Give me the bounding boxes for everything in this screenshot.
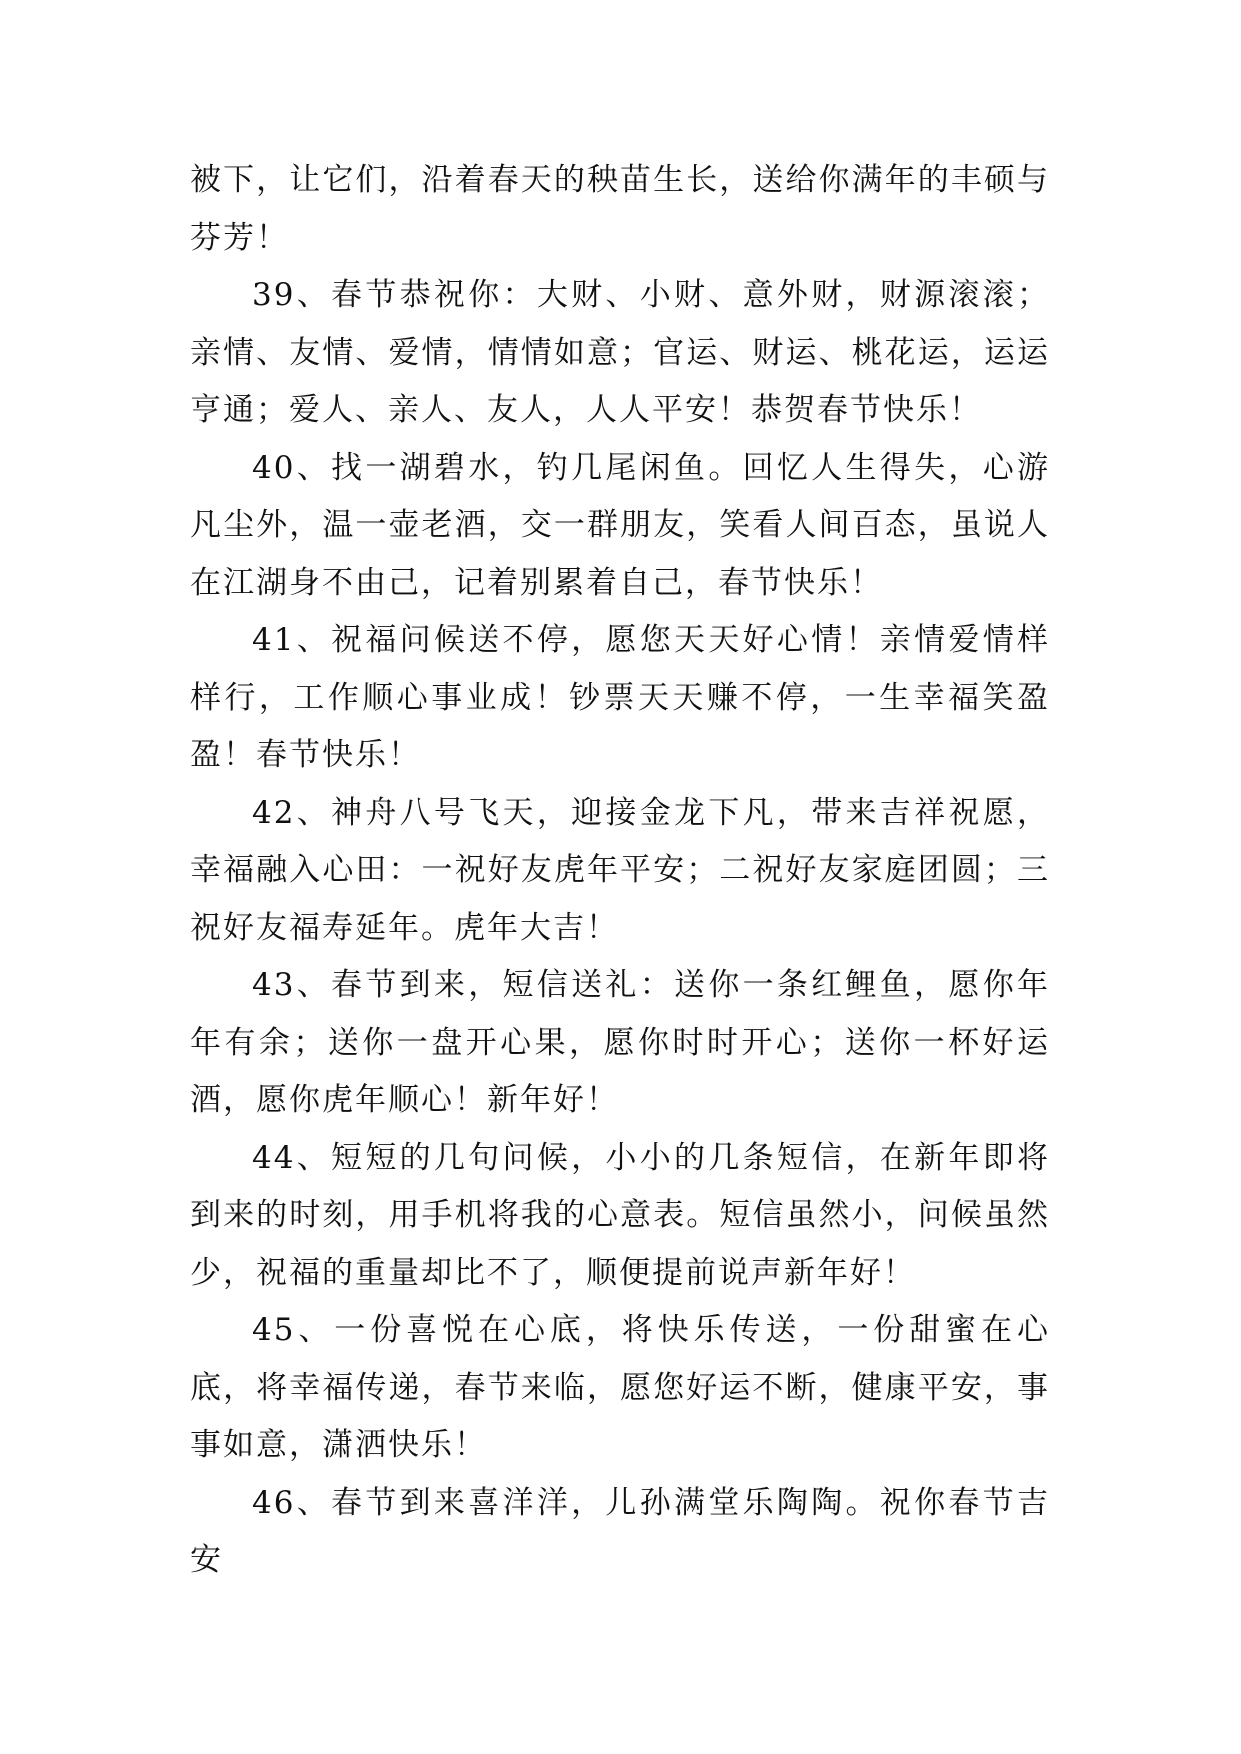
paragraph-45: 45、一份喜悦在心底，将快乐传送，一份甜蜜在心底，将幸福传递，春节来临，愿您好运不断，健康平安，事事如意，潇洒快乐！ [190, 1312, 1050, 1463]
paragraph-39: 39、春节恭祝你：大财、小财、意外财，财源滚滚；亲情、友情、爱情，情情如意；官运、财运、桃花运，运运亨通；爱人、亲人、友人，人人平安！恭贺春节快乐！ [190, 277, 1050, 428]
paragraph-40: 40、找一湖碧水，钓几尾闲鱼。回忆人生得失，心游凡尘外，温一壶老酒，交一群朋友，笑看人间百态，虽说人在江湖身不由己，记着别累着自己，春节快乐！ [190, 449, 1050, 601]
paragraph-continuation: 被下，让它们，沿着春天的秧苗生长，送给你满年的丰硕与芬芳！ [190, 162, 1050, 256]
document-body [190, 152, 1050, 1590]
paragraph-43: 43、春节到来，短信送礼：送你一条红鲤鱼，愿你年年有余；送你一盘开心果，愿你时时开心；送你一杯好运酒，愿你虎年顺心！新年好！ [190, 967, 1050, 1118]
document-page [190, 0, 1050, 1754]
paragraph-46: 46、春节到来喜洋洋，儿孙满堂乐陶陶。祝你春节吉安 [190, 1484, 1050, 1578]
paragraph-41: 41、祝福问候送不停，愿您天天好心情！亲情爱情样样行，工作顺心事业成！钞票天天赚不停，一生幸福笑盈盈！春节快乐！ [190, 622, 1050, 773]
paragraph-42: 42、神舟八号飞天，迎接金龙下凡，带来吉祥祝愿，幸福融入心田：一祝好友虎年平安；二祝好友家庭团圆；三祝好友福寿延年。虎年大吉！ [190, 794, 1050, 946]
paragraph-44: 44、短短的几句问候，小小的几条短信，在新年即将到来的时刻，用手机将我的心意表。短信虽然小，问候虽然少，祝福的重量却比不了，顺便提前说声新年好！ [190, 1139, 1050, 1291]
